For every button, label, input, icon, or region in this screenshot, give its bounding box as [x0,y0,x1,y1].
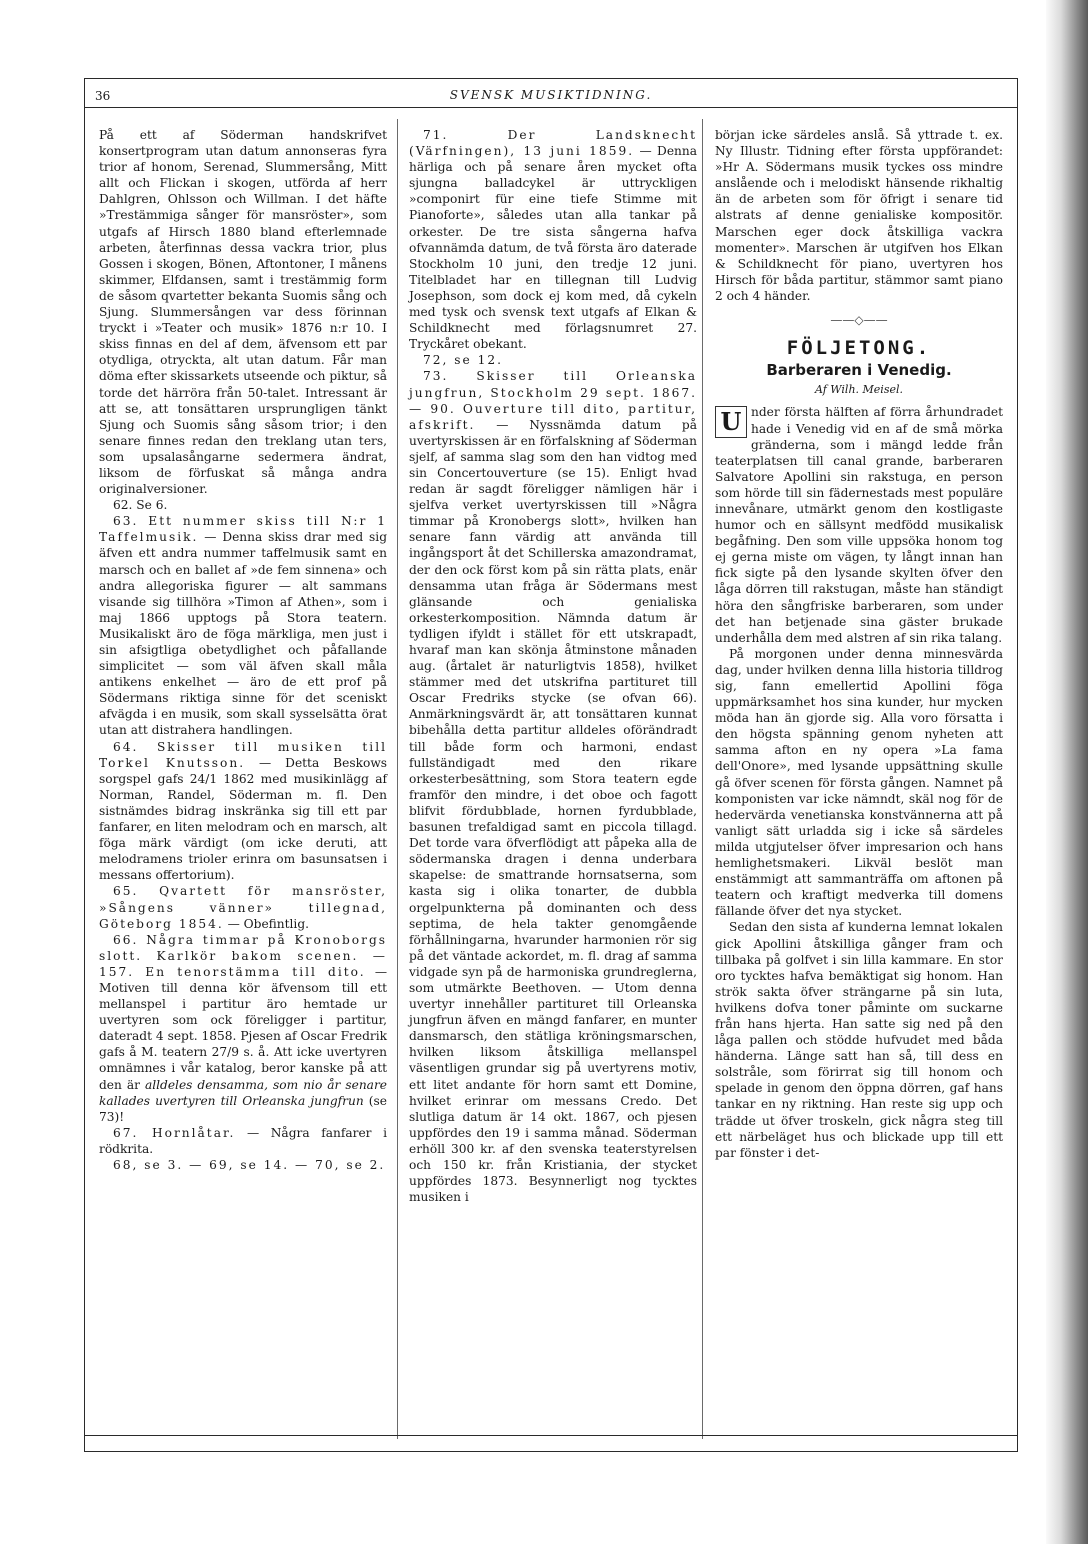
entry-text: 62. Se 6. [113,498,168,513]
bottom-rule [85,1435,1017,1436]
column-divider [702,119,703,1439]
story-title: Barberaren i Venedig. [766,361,952,380]
paragraph: början icke särdeles anslå. Så yttrade t. ex. Ny Illustr. Tidning efter första uppförandet: »Hr A. Södermans musik tyckes oss mindre anslående och i melodiskt hänsende rikhaltig än de arbeten som för öfrigt i senare tid alstrats af denne genialiske kompositör. Marschen eger dock åtskilliga vackra momenter». Marschen är utgifven hos Elkan & Schildknecht för piano, uvertyren hos Hirsch för båda partitur, stämmor samt piano 2 och 4 händer. [715,128,1003,303]
column-divider [397,119,398,1439]
story-author: Af Wilh. Meisel. [814,383,903,397]
section-heading: FÖLJETONG. [786,337,932,360]
entry-heading: 65. Qvartett för mansröster, »Sångens vänner» tillegnad, Göteborg 1854. [99,884,387,931]
story-paragraph: På morgonen under denna minnesvärda dag, under hvilken denna lilla historia tilldrog sig, fann emellertid Apollini föga uppmärksamhet hos sina kunder, hur mycken möda han än gjorde sig. Alla voro försatta i den högsta spänning genom nyheten att samma afton en ny opera »La fama dell'Onore», med lysande uppsättning skulle gå öfver scenen för första gången. Namnet på komponisten var icke nämndt, skäl nog för de hedervärda venetianska konstvännerna att på vanligt sätt urladda sig i icke så särdeles milda utgjutelser öfver impresarion och hans hemlighetsmakeri. Likväl beslöt man enstämmigt att sammanträffa om aftonen på teatern och kraftigt medverka till domens fällande öfver det nya stycket. [715,646,1003,919]
entry-text: — Motiven till denna kör äfvensom till ett mellanspel i partitur äro hemtade ur uvertyren som ock föreligger i partitur, dateradt 4 sept. 1858. Pjesen af Oscar Fredrik gafs å M. teatern 27/9 s. å. Att icke uvertyren omnämnes i vår katalog, beror kanske på att den är [99,964,388,1092]
catalog-entry [409,127,697,352]
article-column-2 [409,127,697,1205]
entry-text: (se 73)! [99,1093,387,1124]
catalog-entry [99,497,387,513]
catalog-entry [99,513,387,738]
entry-heading: 67. Hornlåtar. [113,1125,236,1140]
story-paragraph: Sedan den sista af kunderna lemnat lokalen gick Apollini åtskilliga gånger fram och tillbaka på golfvet i sin lilla kammare. En stor oro tycktes hafva bemäktigat sig honom. Han strök sakta öfver strängarne på sin luta, hvilkens dofva toner påminte om suckarne från hans hjerta. Han satte sig ned på den låga pallen och stödde hufvudet med båda händerna. Länge satt han så, till dess en solstråle, som förirrat sig till honom och spelade in genom den öppna dörren, gaf hans tankar en ny riktning. Han reste sig upp och trädde ut öfver troskeln, gick några steg till ett närbeläget hus och blickade upp till ett par fönster i det- [715,920,1003,1160]
ornament-divider: ——◇—— [830,313,888,328]
newspaper-page [84,78,1018,1452]
drop-cap: U [715,406,747,438]
entry-text: — Denna skiss drar med sig äfven ett andra nummer taffelmusik samt en marsch och en ballet af »de fem sinnena» och andra allegoriska figurer — alt sammans visande sig tillhöra »Timon af Athen», som i maj 1866 upptogs på Stora teatern. Musikaliskt äro de föga märkliga, men just i sin afsigtliga obetydlighet och påfallande simplicitet — som väl äfven skall måla antikens enkelhet — äro de ett prof på Södermans riktiga sinne för det sceniskt afvägda i en musik, som skall sysselsätta örat utan att distrahera handlingen. [99,530,387,738]
page-header [85,79,1017,108]
article-column-1 [99,127,387,1173]
entry-text: — Detta Beskows sorgspel gafs 24/1 1862 med musikinlägg af Norman, Randel, Söderman m. fl. Den sistnämdes bidrag inskränka sig till ett par fanfarer, en liten melodram och en marsch, alt föga märk värdigt (om icke deruti, att melodramens trioler erinra om basunsatsen i messans offertorium). [99,755,387,883]
story-text: nder första hälften af förra århundradet hade i Venedig vid en af de små mörka gränderna, som i mängd ledde från teaterplatsen till canal grande, barberaren Salvatore Apollini sin rakstuga, en person som hörde till sin fädernestads mest populäre innevånare, utmärkt genom den kostligaste humor och en sällsynt medfödd musikalisk begåfning. Den som ville uppsöka honom tog ej gerna miste om vägen, ty långt innan han fick sigte på den lysande skylten öfver den låga dörren till rakstugan, måste han ständigt höra den sångfriske barberaren, som under det han betjenade sina gäster brukade underhålla dem med alstren af sin rika talang. [715,405,1003,645]
scan-edge-shadow [1046,0,1088,1544]
catalog-entry [99,932,387,1125]
entry-italic-text: alldeles densamma, som nio år senare kallades uvertyren till Orleanska jungfrun [99,1077,387,1108]
entry-heading: 63. Ett nummer skiss till N:r 1 Taffelmusik. [99,514,387,545]
catalog-entry [99,883,387,931]
entry-text: — Denna härliga och på senare åren mycket ofta sjungna balladcykel är uttryckligen »componirt für eine tiefe Stimme mit Pianoforte», således utan alla tankar på orkester. De tre sista sångerna hafva ofvannämda datum, de två första äro daterade Stockholm 10 juni, den tredje 12 juni. Titelbladet har en tillegnan till Ludvig Josephson, som dock ej kom med, då cykeln med tysk och svensk text utgafs af Elkan & Schildknecht med förlagsnumret 27. Tryckåret obekant. [409,144,697,352]
story-paragraph [715,404,1003,645]
catalog-entry [99,1125,387,1157]
catalog-entry: 72, se 12. [423,353,503,368]
catalog-entry: 68, se 3. — 69, se 14. — 70, se 2. [113,1158,386,1172]
page-number: 36 [95,89,111,103]
catalog-entry [99,739,387,884]
catalog-entry [409,368,697,1205]
entry-text: — Nyssnämda datum på uvertyrskissen är en förfalskning af Söderman sjelf, af samma slag som den han vidtog med sin Concertouverture (se 15). Enligt hvad redan är sagdt föreligger nämligen här i sjelfva verket uvertyrskissen till »Några timmar på Kronobergs slott», hvilken han senare fann värdig att använda till ingångsport åt det Schillerska amazondramat, der den ock först kom på sin rätta plats, enär densamma utan fråga är Södermans mest glänsande och genialiska orkesterkomposition. Nämnda datum är tydligen ifyldt i stället för ett utskrapadt, hvaraf man kan skönja åtminstone månaden aug. (årtalet är naturligtvis 1858), hvilket stämmer med det utskrifna partituret till Oscar Fredriks stycke (se ofvan 66). Anmärkningsvärdt är, att tonsättaren kunnat bibehålla detta partitur alldeles oförändradt till både form och harmoni, endast fullständigadt med den rikare orkesterbesättning, som Stora teatern egde framför den mindre, i det oboe och fagott blifvit fördubblade, hornen fyrdubblade, basunen trefaldigad samt en piccola tillagd. Det torde vara öfverflödigt att påpeka alla de södermanska dragen i denna underbara skapelse: de smattrande hornsatserna, som kasta sig i olika tonarter, de dubbla orgelpunkterna på dominanten och dess septima, de hela takter genomgående förhållningarna, hvarunder harmonien rör sig på det väntade ackordet, m. fl. drag af samma vidgade syn på de harmoniska grundreglerna, som utmärkte Beethoven. — Utom denna uvertyr innehåller partituret till Orleanska jungfrun äfven en mängd fanfarer, en munter dansmarsch, den stätliga kröningsmarschen, hvilken liksom åtskilliga mellanspel väsentligen grundar sig på uvertyrens motiv, ett litet andante för horn samt ett Domine, hvilket erinrar om messans Credo. Det slutliga datum är 14 okt. 1867, och pjesen uppfördes den 19 i samma månad. Söderman erhöll 300 kr. af den svenska teaterstyrelsen och 150 kr. från Kristiania, der stycket uppfördes 1873. Besynnerligt nog tycktes musiken i [409,417,697,1205]
entry-heading: 71. Der Landsknecht (Värfningen), 13 juni 1859. [409,128,697,159]
entry-text: — Obefintlig. [223,916,310,931]
entry-heading: 73. Skisser till Orleanska jungfrun, Stockholm 29 sept. 1867. — 90. Ouverture till dito, partitur, afskrift. [409,369,697,432]
entry-text: — Några fanfarer i rödkrita. [99,1125,387,1156]
article-column-3 [715,127,1003,1161]
paragraph: På ett af Söderman handskrifvet konsertprogram utan datum annonseras fyra trior af honom, Serenad, Slummersång, Mitt allt och Flickan i skogen, utförda af herr Dahlgren, Ohlsson och Willman. I det häfte »Trestämmiga sånger för mansröster», som utgafs af Hirsch 1880 bland efterlemnade arbeten, återfinnas dessa vackra trior, plus Gossen i skogen, Bönen, Aftontoner, I månens skimmer, Elfdansen, samt i trestämmig form de såsom qvartetter bekanta Suomis sång och Sjung. Slummersången var dess förinnan tryckt i »Teater och musik» 1876 n:r 10. I skiss finnas en del af dem, äfvensom ett par otydliga, otryckta, alt utan datum. Får man döma efter skissarkets utseende och piktur, så torde det härröra från 50-talet. Intressant är att se, att tonsättaren ursprungligen tänkt Sjung och Suomis sång såsom trior; i den senare finnes redan den treklang utan ters, som upsalasångarne sedermera ändrat, liksom de förfuskat så många andra originalversioner. [99,128,387,497]
entry-heading: 66. Några timmar på Kronoborgs slott. Karlkör bakom scenen. — 157. En tenorstämma till dito. [99,932,387,979]
journal-title: SVENSK MUSIKTIDNING. [449,88,653,102]
entry-heading: 64. Skisser till musiken till Torkel Knutsson. [99,739,387,770]
